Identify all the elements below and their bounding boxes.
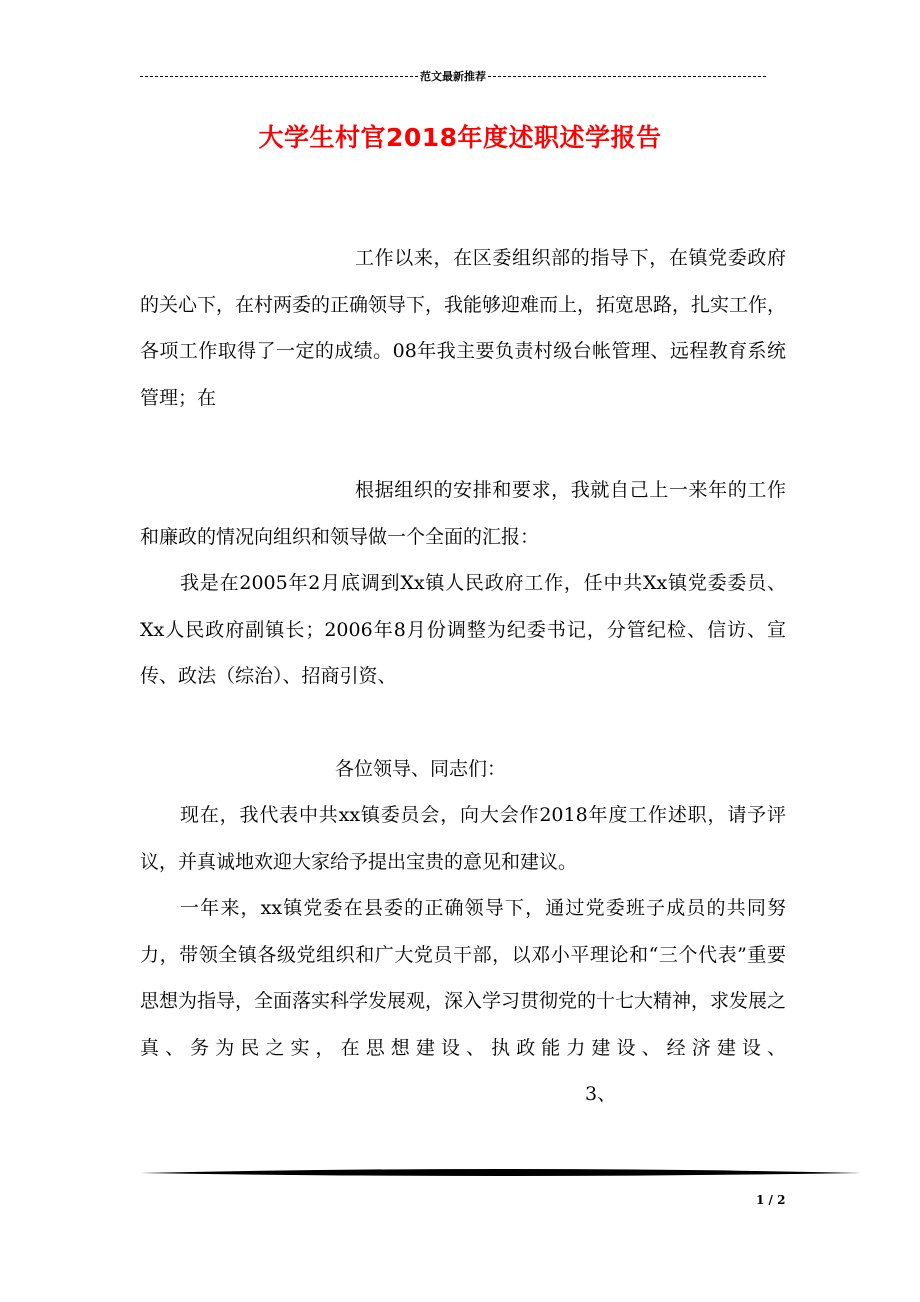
trailing-number: 3、: [585, 1083, 617, 1105]
page-number: 1 / 2: [756, 1193, 786, 1207]
paragraph-6: [140, 885, 786, 1118]
footer-rule: [140, 1166, 862, 1180]
header-dash-right: [488, 76, 766, 77]
paragraph-1: 工作以来，在区委组织部的指导下，在镇党委政府的关心下，在村两委的正确领导下，我能够迎难而上，拓宽思路，扎实工作，各项工作取得了一定的成绩。08年我主要负责村级台帐管理、远程教育系统管理；在: [140, 247, 787, 409]
page-header: [140, 66, 766, 86]
paragraph-2: 根据组织的安排和要求，我就自己上一来年的工作和廉政的情况向组织和领导做一个全面的汇报：: [140, 479, 786, 548]
document-body: [140, 235, 786, 1118]
header-dash-left: [140, 76, 418, 77]
paragraph-4: 各位领导、同志们：: [335, 757, 507, 780]
paragraph-5: 现在，我代表中共xx镇委员会，向大会作2018年度工作述职，请予评议，并真诚地欢迎大家给予提出宝贵的意见和建议。: [140, 804, 786, 873]
paragraph-6-text: 一年来，xx镇党委在县委的正确领导下，通过党委班子成员的共同努力，带领全镇各级党组织和广大党员干部，以邓小平理论和“三个代表”重要思想为指导，全面落实科学发展观，深入学习贯彻党的十七大精神，求发展之真、务为民之实，在思想建设、执政能力建设、经济建设、: [140, 897, 787, 1059]
document-title: 大学生村官2018年度述职述学报告: [258, 123, 662, 152]
header-label: 范文最新推荐: [420, 70, 486, 83]
paragraph-3: 我是在2005年2月底调到Xx镇人民政府工作，任中共Xx镇党委委员、Xx人民政府副镇长；2006年8月份调整为纪委书记，分管纪检、信访、宣传、政法（综治）、招商引资、: [140, 572, 786, 687]
